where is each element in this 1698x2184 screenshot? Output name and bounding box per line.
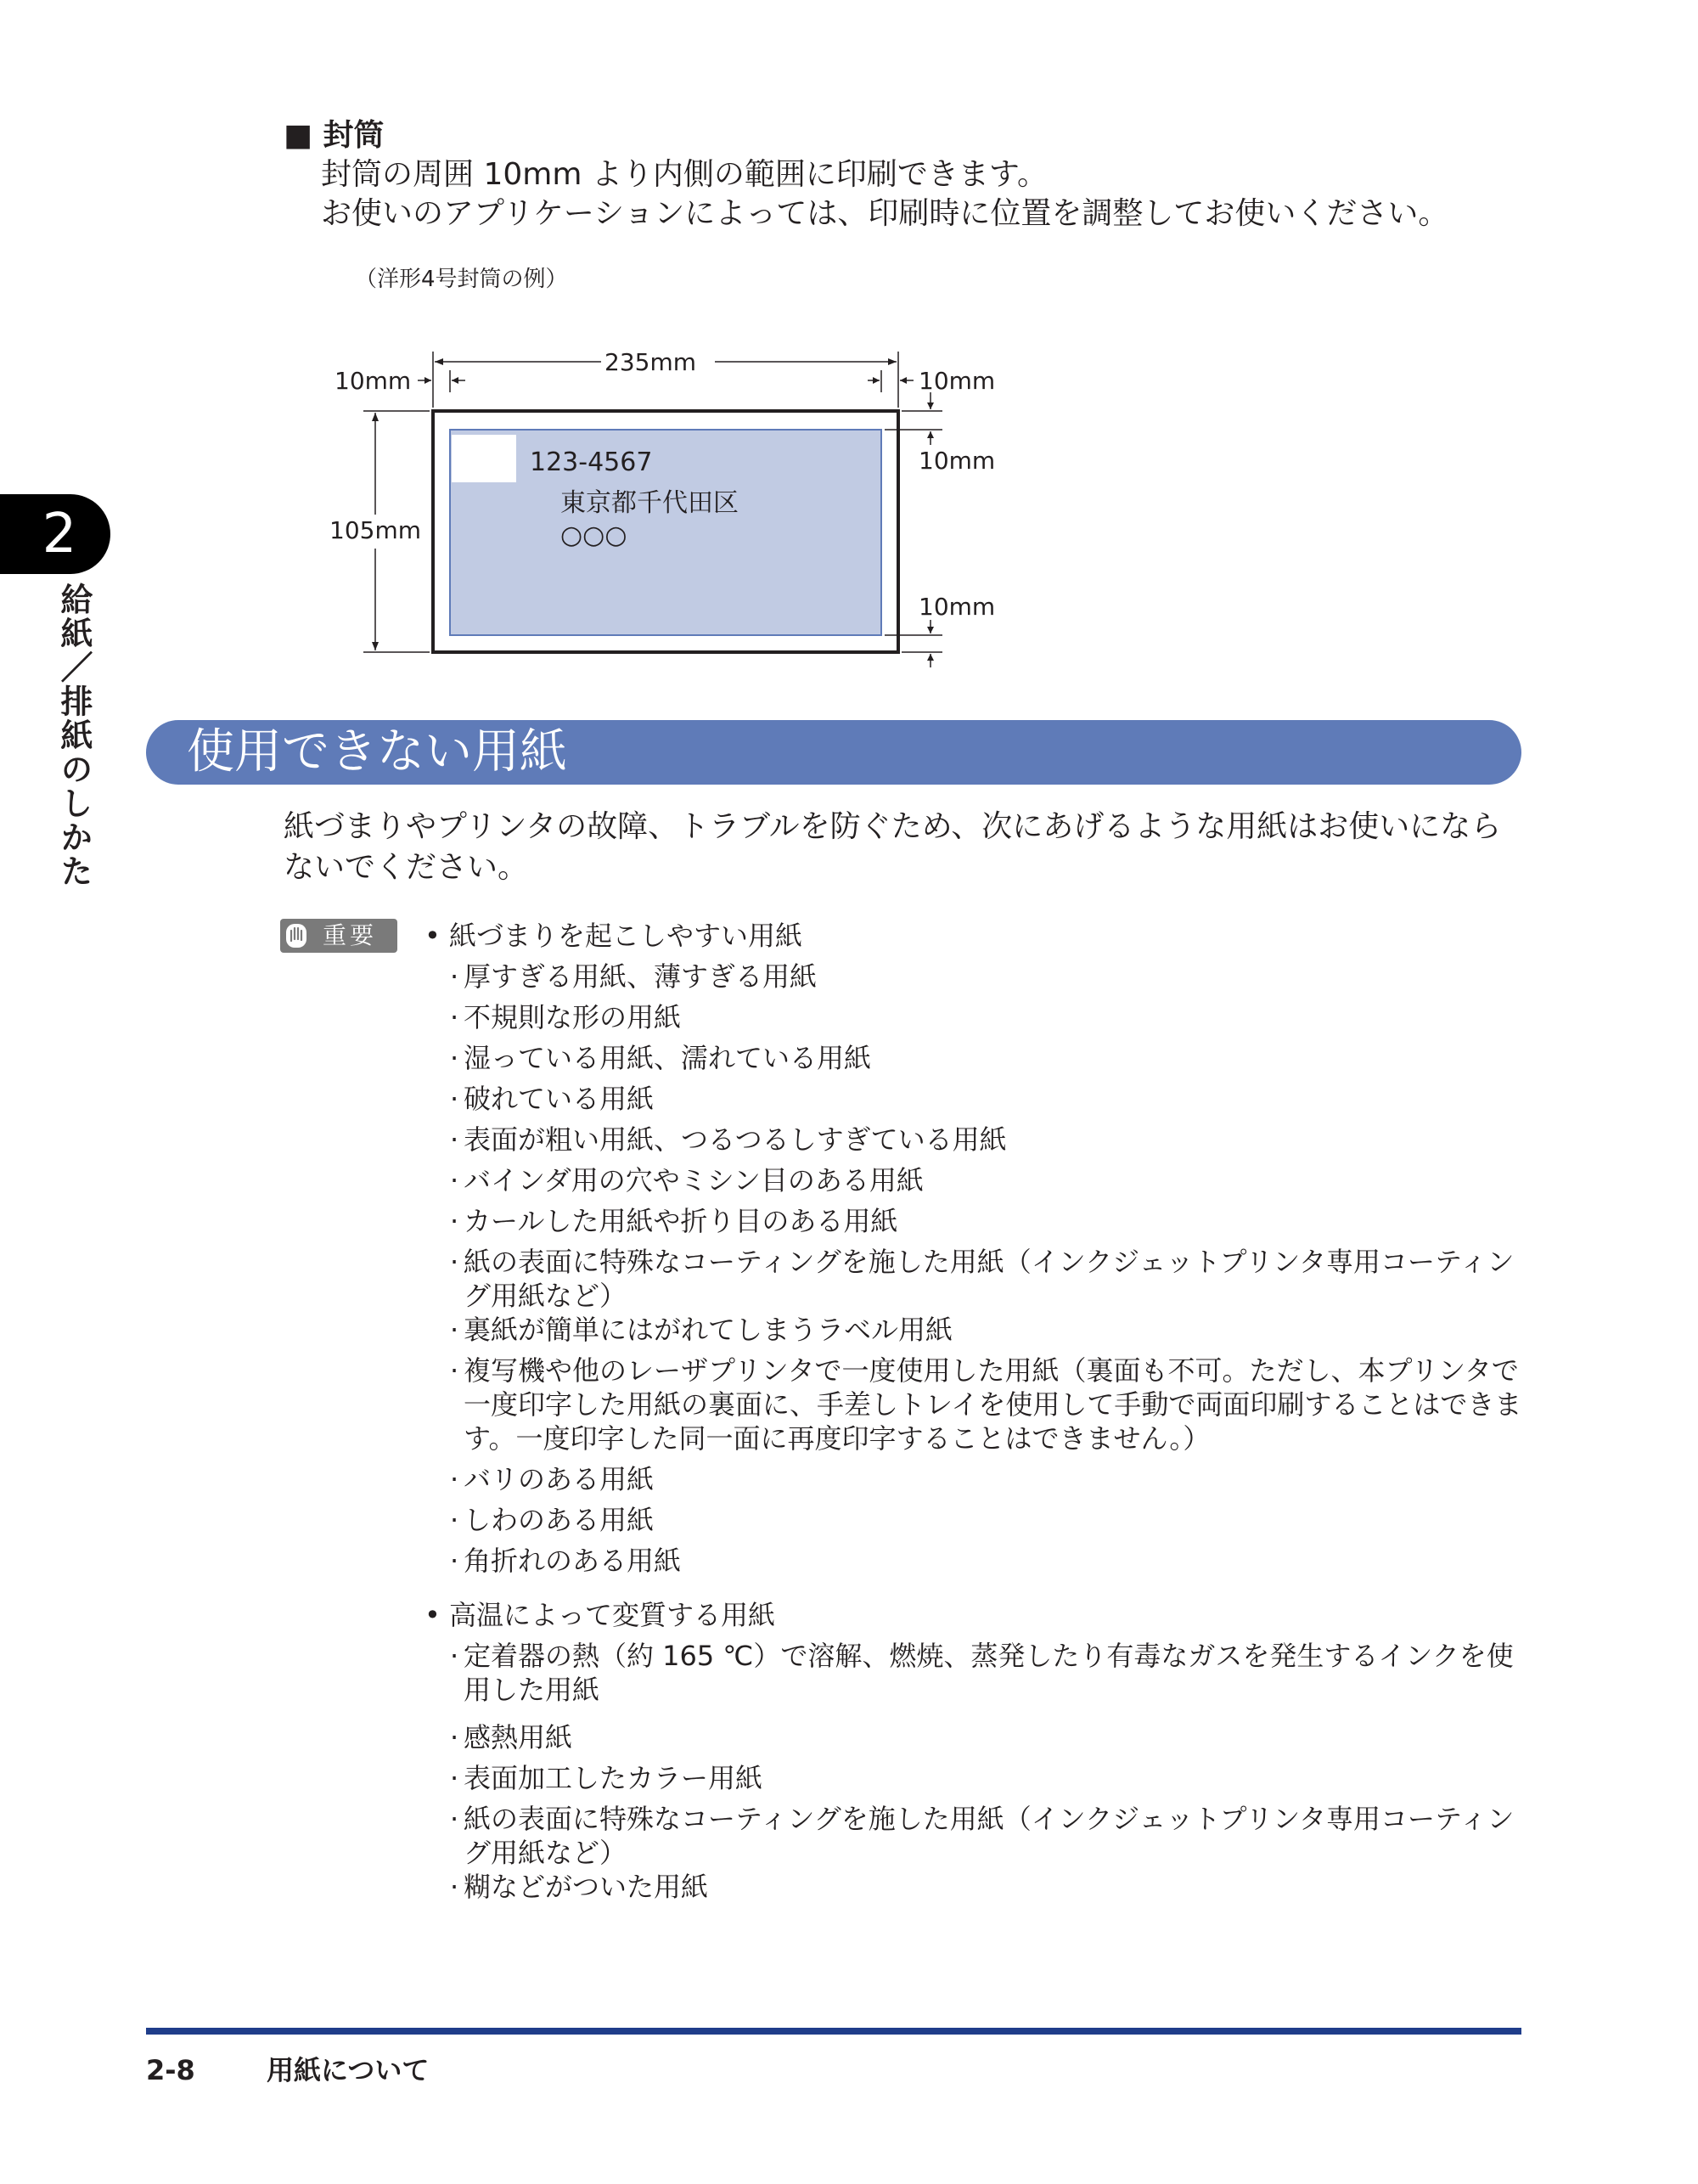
sub-item-text: しわのある用紙 <box>464 1504 655 1536</box>
sub-item-mark: · <box>450 1164 459 1196</box>
sub-item-text: 不規則な形の用紙 <box>464 1001 682 1033</box>
sub-item <box>450 1462 1527 1496</box>
sub-item-mark: · <box>450 1545 459 1577</box>
sub-item-text: 表面が粗い用紙、つるつるしすぎている用紙 <box>464 1123 1007 1156</box>
sub-item-text: 糊などがついた用紙 <box>464 1871 709 1903</box>
sub-item-mark: · <box>450 1205 459 1237</box>
sub-item <box>450 1802 1527 1870</box>
sub-item-text: カールした用紙や折り目のある用紙 <box>464 1205 898 1237</box>
sub-item-mark: · <box>450 1463 459 1495</box>
sub-item-mark: · <box>450 1354 459 1387</box>
sub-item <box>450 1544 1527 1578</box>
sub-item-mark: · <box>450 1640 459 1672</box>
page-number: 2-8 <box>146 2054 195 2086</box>
sub-item-text: 定着器の熱（約 165 ℃）で溶解、燃焼、蒸発したり有毒なガスを発生するインクを使用した用紙 <box>464 1640 1514 1706</box>
sub-item <box>450 1245 1527 1313</box>
important-badge <box>280 919 397 953</box>
bullet-item: • 高温によって変質する用紙 <box>424 1599 776 1631</box>
sub-item-text: 厚すぎる用紙、薄すぎる用紙 <box>464 960 818 993</box>
margin-left-label: 10mm <box>335 367 412 395</box>
sub-item-mark: · <box>450 1123 459 1156</box>
sub-item-mark: · <box>450 1001 459 1033</box>
margin-right-label: 10mm <box>919 367 996 395</box>
envelope-caption: （洋形4号封筒の例） <box>355 267 568 292</box>
postal-code: 123-4567 <box>530 447 653 477</box>
section-title: 使用できない用紙 <box>187 724 567 780</box>
chapter-tab: 2 <box>0 494 110 574</box>
sub-item-mark: · <box>450 1504 459 1536</box>
sub-item <box>450 1000 1527 1034</box>
sub-item-text: 紙の表面に特殊なコーティングを施した用紙（インクジェットプリンタ専用コーティング用紙など） <box>464 1246 1515 1312</box>
sub-item-text: 複写機や他のレーザプリンタで一度使用した用紙（裏面も不可。ただし、本プリンタで一度印字した用紙の裏面に、手差しトレイを使用して手動で両面印刷することはできます。一度印字した同一面に再度印字することはできません。） <box>464 1354 1522 1455</box>
sub-item <box>450 1123 1527 1157</box>
sub-item <box>450 1354 1527 1455</box>
sub-item-mark: · <box>450 1871 459 1903</box>
sub-item-mark: · <box>450 1762 459 1794</box>
addressee-name: ○○○ <box>560 521 627 550</box>
sub-item <box>450 1720 1527 1754</box>
margin-top-label: 10mm <box>919 447 996 475</box>
envelope-heading: ■ 封筒 <box>284 118 385 153</box>
sub-item <box>450 1761 1527 1795</box>
sub-item-text: 感熱用紙 <box>464 1721 573 1753</box>
sub-item <box>450 960 1527 993</box>
chapter-side-title: 給紙／排紙のしかた <box>55 583 93 888</box>
stamp-placeholder <box>452 435 516 482</box>
sub-item <box>450 1503 1527 1537</box>
sub-item-mark: · <box>450 1721 459 1753</box>
section-intro: 紙づまりやプリンタの故障、トラブルを防ぐため、次にあげるような用紙はお使いにならないでください。 <box>284 809 1502 885</box>
sub-item <box>450 1082 1527 1116</box>
height-label: 105mm <box>329 516 421 544</box>
sub-item <box>450 1313 1527 1347</box>
bullet-item: • 紙づまりを起こしやすい用紙 <box>424 920 803 952</box>
sub-item <box>450 1639 1527 1707</box>
sub-item <box>450 1870 1527 1904</box>
sub-item <box>450 1204 1527 1238</box>
sub-item-text: バインダ用の穴やミシン目のある用紙 <box>464 1164 924 1196</box>
sub-item-text: 紙の表面に特殊なコーティングを施した用紙（インクジェットプリンタ専用コーティング用紙など） <box>464 1803 1515 1869</box>
sub-item-text: バリのある用紙 <box>464 1463 655 1495</box>
footer-title: 用紙について <box>267 2054 430 2086</box>
envelope-diagram <box>0 0 1698 730</box>
sub-item-text: 湿っている用紙、濡れている用紙 <box>464 1042 872 1074</box>
sub-item-text: 破れている用紙 <box>464 1083 655 1115</box>
sub-item-mark: · <box>450 1083 459 1115</box>
footer-rule <box>146 2028 1521 2035</box>
sub-item <box>450 1163 1527 1197</box>
margin-bottom-label: 10mm <box>919 593 996 621</box>
sub-item-text: 裏紙が簡単にはがれてしまうラベル用紙 <box>464 1314 953 1346</box>
envelope-text-1: 封筒の周囲 10mm より内側の範囲に印刷できます。 <box>321 157 1048 192</box>
address: 東京都千代田区 <box>560 488 739 518</box>
sub-item <box>450 1041 1527 1075</box>
sub-item-mark: · <box>450 1246 459 1278</box>
sub-item-mark: · <box>450 960 459 993</box>
envelope-text-2: お使いのアプリケーションによっては、印刷時に位置を調整してお使いください。 <box>321 196 1449 231</box>
sub-item-mark: · <box>450 1803 459 1835</box>
sub-item-text: 表面加工したカラー用紙 <box>464 1762 763 1794</box>
width-label: 235mm <box>604 348 696 376</box>
important-label: 重要 <box>323 921 378 949</box>
hand-stop-icon <box>285 922 307 949</box>
sub-item-mark: · <box>450 1314 459 1346</box>
sub-item-text: 角折れのある用紙 <box>464 1545 682 1577</box>
sub-item-mark: · <box>450 1042 459 1074</box>
